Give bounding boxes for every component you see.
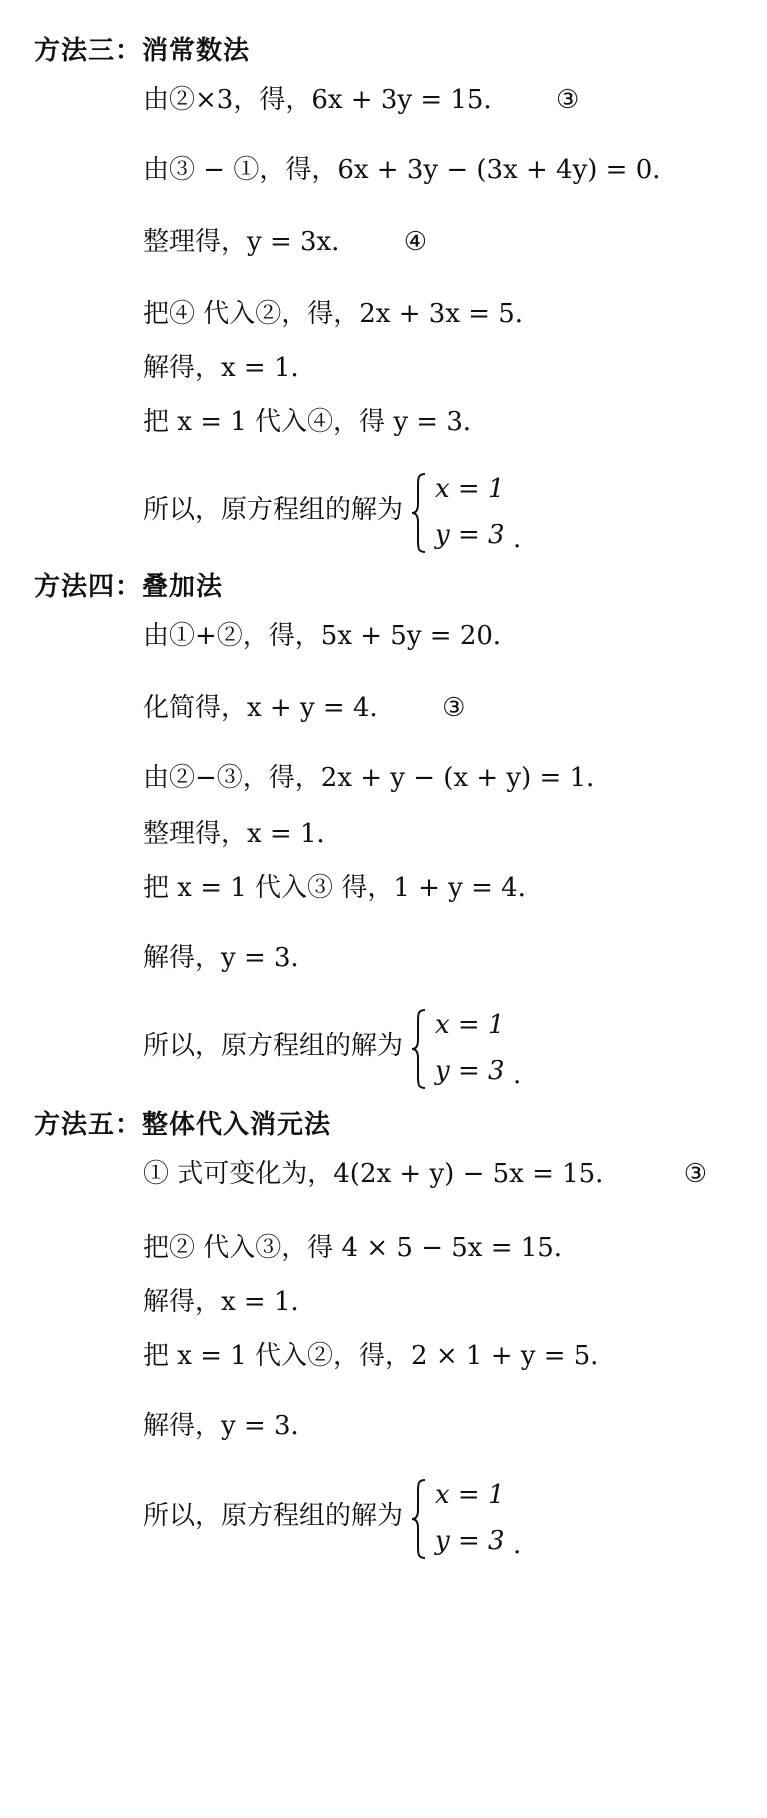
equation-tag: ③ xyxy=(442,693,466,723)
step-text: 化简得，x + y = 4． xyxy=(143,693,396,723)
left-brace-icon xyxy=(410,1478,428,1560)
step-line xyxy=(143,692,465,724)
step-line xyxy=(143,352,317,384)
step-line xyxy=(143,406,489,438)
solution-system xyxy=(143,472,703,554)
left-brace-icon xyxy=(410,472,428,554)
step-text: 解得，y = 3． xyxy=(143,943,317,973)
step-line xyxy=(143,154,678,186)
step-line xyxy=(143,762,612,794)
step-line xyxy=(143,298,541,330)
solution-system xyxy=(143,1008,703,1090)
step-text: 把④ 代入②，得，2x + 3x = 5． xyxy=(143,299,541,329)
solution-row-x: x = 1 xyxy=(435,1480,505,1510)
solution-row-y: y = 3 xyxy=(435,1056,505,1086)
solution-end: . xyxy=(513,524,522,554)
step-line xyxy=(143,226,427,258)
section-heading-method-5: 方法五：整体代入消元法 xyxy=(34,1110,332,1140)
step-line xyxy=(143,818,343,850)
step-text: ① 式可变化为，4(2x + y) − 5x = 15． xyxy=(143,1159,622,1189)
step-line xyxy=(143,1410,317,1442)
equation-tag: ③ xyxy=(683,1159,708,1189)
solution-end: . xyxy=(513,1060,522,1090)
solution-lead: 所以，原方程组的解为 xyxy=(143,1031,404,1061)
step-line xyxy=(143,872,544,904)
solution-row-x: x = 1 xyxy=(435,474,505,504)
step-line xyxy=(143,1232,580,1264)
step-text: 整理得，x = 1． xyxy=(143,819,343,849)
equation-tag: ③ xyxy=(556,85,580,115)
step-text: 解得，x = 1． xyxy=(143,353,317,383)
step-line xyxy=(143,942,317,974)
step-text: 由①+②，得，5x + 5y = 20． xyxy=(143,621,519,651)
step-text: 把 x = 1 代入②，得，2 × 1 + y = 5． xyxy=(143,1341,617,1371)
solution-lead: 所以，原方程组的解为 xyxy=(143,1501,404,1531)
step-text: 解得，y = 3． xyxy=(143,1411,317,1441)
step-text: 由③ − ①，得，6x + 3y − (3x + 4y) = 0． xyxy=(143,155,679,185)
step-line xyxy=(143,1340,616,1372)
solution-row-x: x = 1 xyxy=(435,1010,505,1040)
step-text: 整理得，y = 3x． xyxy=(143,227,358,257)
step-line xyxy=(143,1286,317,1318)
step-line xyxy=(143,620,519,652)
section-heading-method-4: 方法四：叠加法 xyxy=(34,572,224,602)
step-text: 解得，x = 1． xyxy=(143,1287,317,1317)
step-text: 把 x = 1 代入③ 得，1 + y = 4． xyxy=(143,873,544,903)
solution-lead: 所以，原方程组的解为 xyxy=(143,495,404,525)
step-text: 由②−③，得，2x + y − (x + y) = 1． xyxy=(143,763,613,793)
solution-end: . xyxy=(513,1530,522,1560)
left-brace-icon xyxy=(410,1008,428,1090)
section-heading-method-3: 方法三：消常数法 xyxy=(34,36,251,66)
solution-row-y: y = 3 xyxy=(435,1526,505,1556)
equation-tag: ④ xyxy=(403,227,428,257)
step-text: 把 x = 1 代入④，得 y = 3． xyxy=(143,407,489,437)
step-line xyxy=(143,1158,707,1190)
step-text: 由②×3，得，6x + 3y = 15． xyxy=(143,85,510,115)
solution-row-y: y = 3 xyxy=(435,520,505,550)
step-text: 把② 代入③，得 4 × 5 − 5x = 15． xyxy=(143,1233,580,1263)
solution-system xyxy=(143,1478,703,1560)
step-line xyxy=(143,84,579,116)
